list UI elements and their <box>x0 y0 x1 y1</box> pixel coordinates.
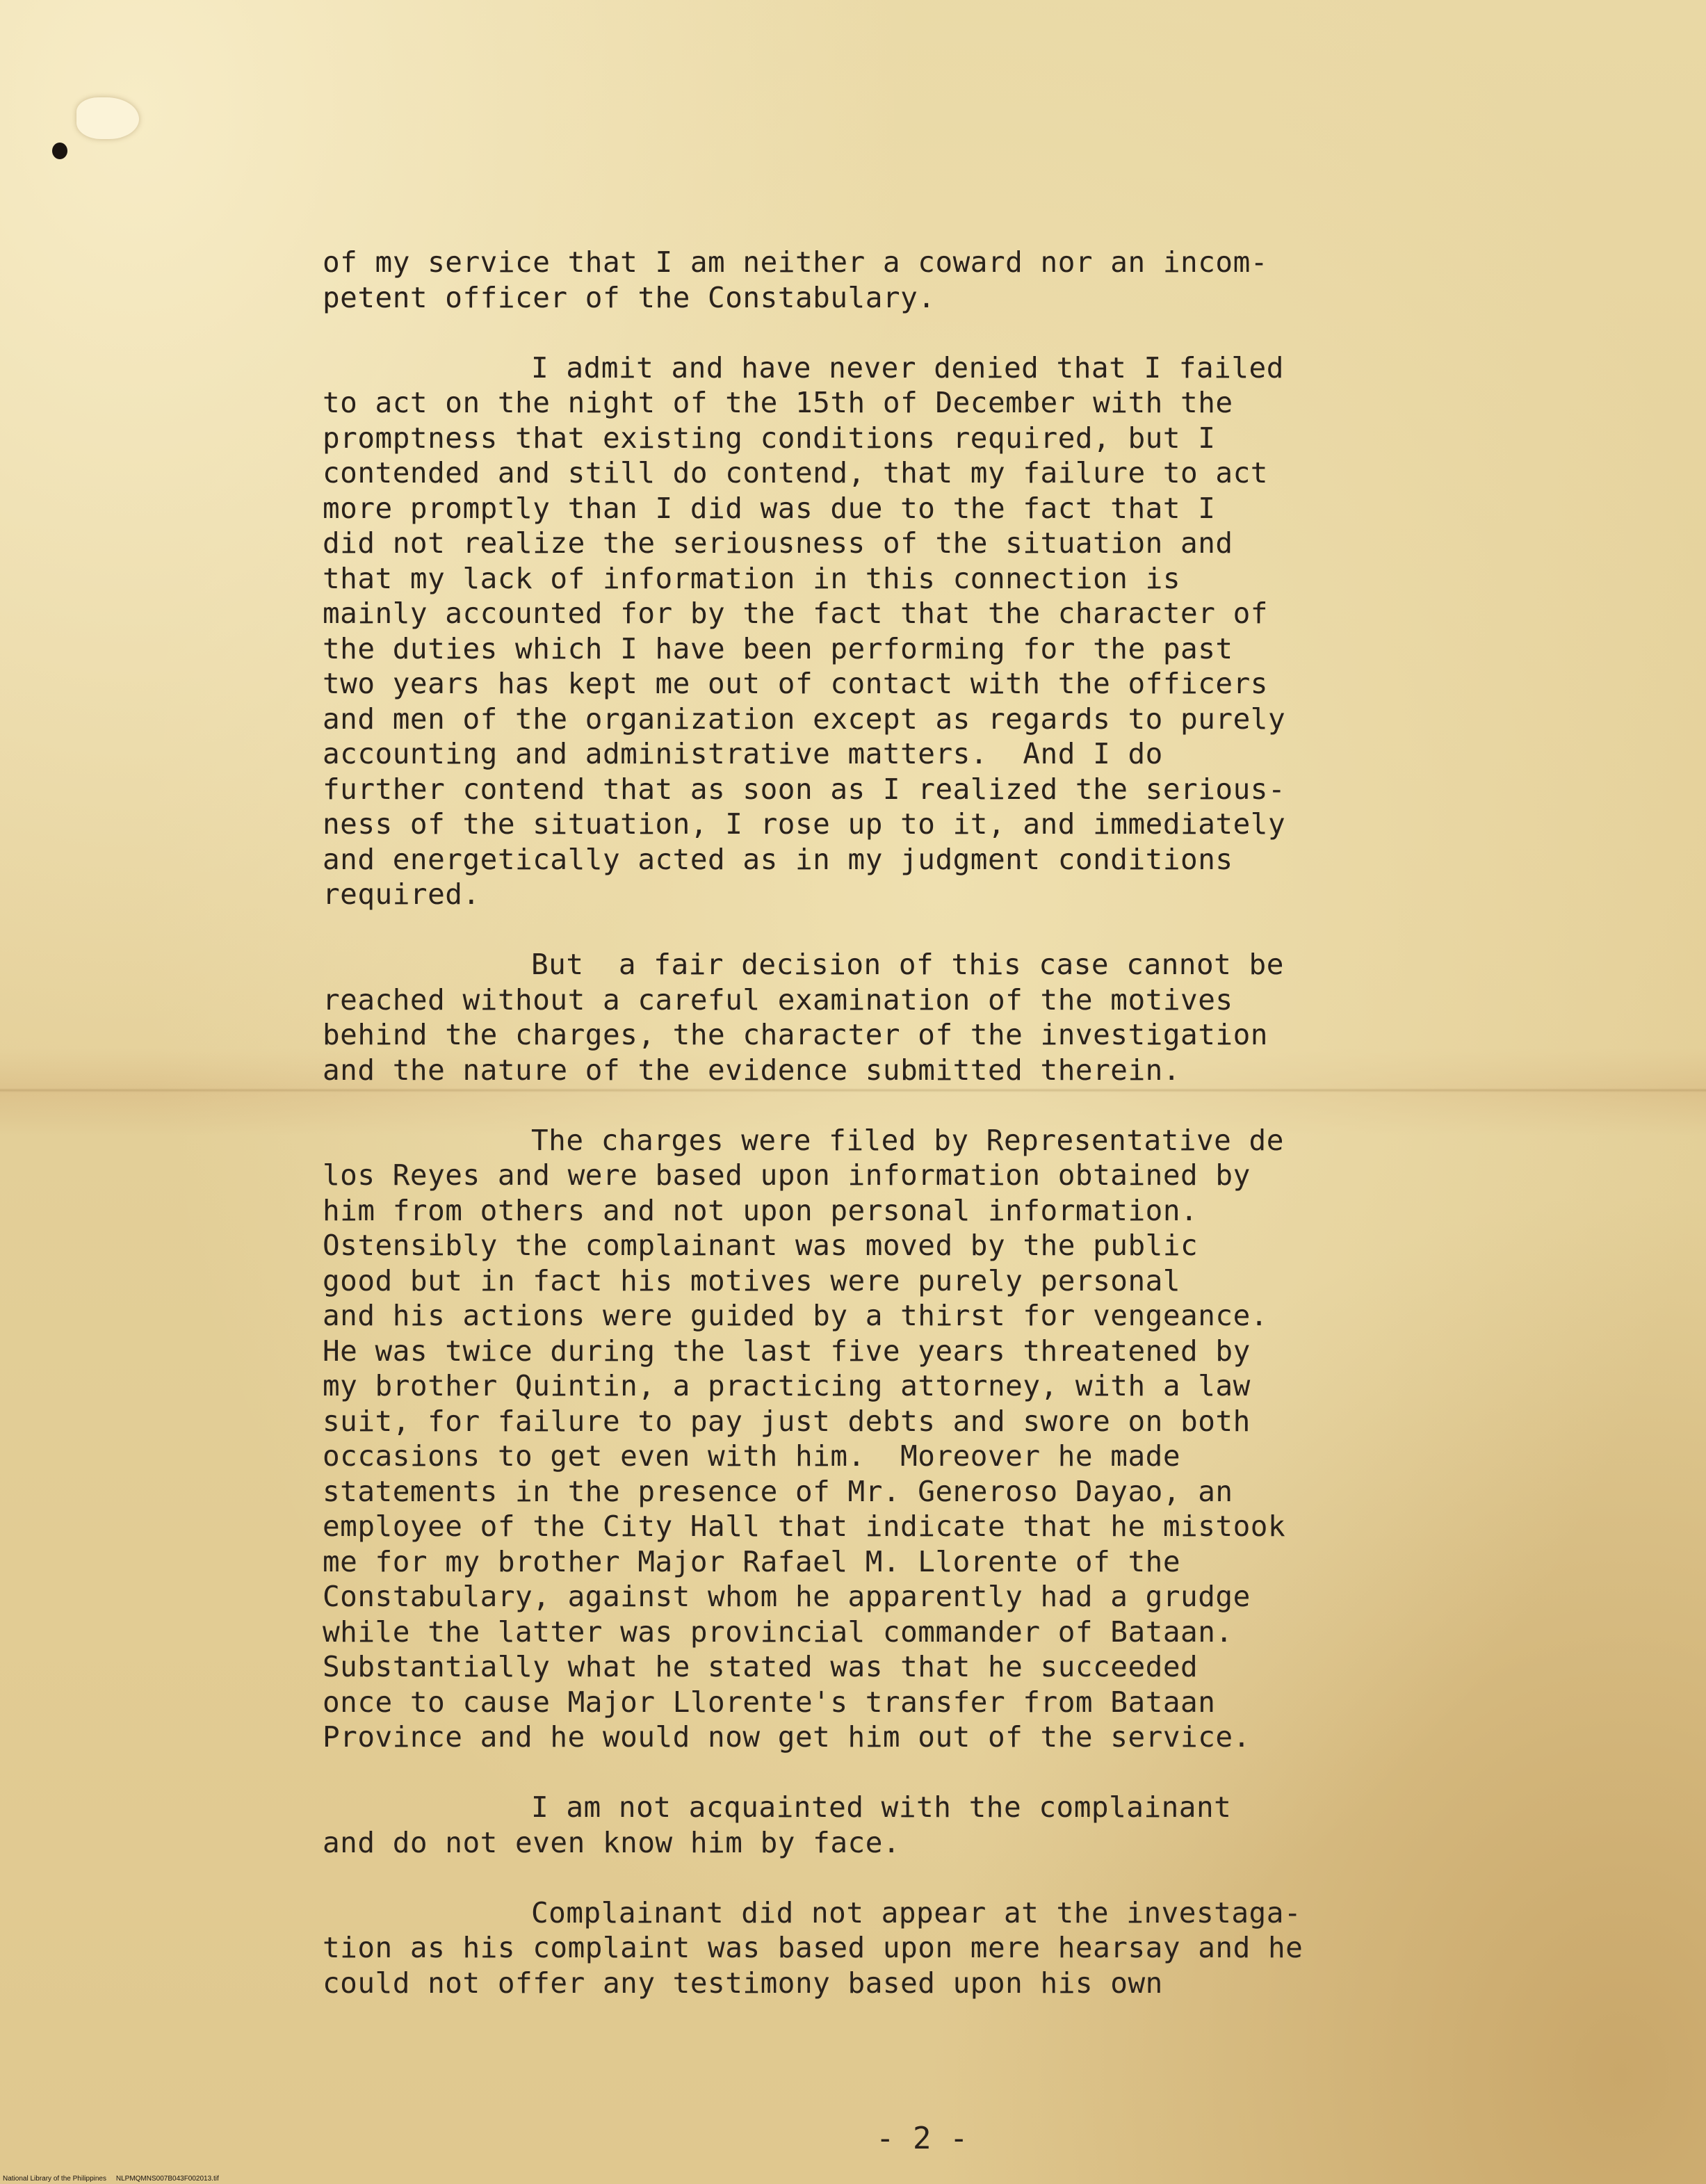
paragraph-4 <box>323 1123 1546 1755</box>
text-line: employee of the City Hall that indicate that he mistook <box>323 1510 1286 1543</box>
text-line: required. <box>323 877 480 911</box>
text-line: Ostensibly the complainant was moved by the public <box>323 1229 1199 1262</box>
text-line: contended and still do contend, that my failure to act <box>323 456 1268 490</box>
text-line: statements in the presence of Mr. Generoso Dayao, an <box>323 1474 1233 1508</box>
text-line: and his actions were guided by a thirst for vengeance. <box>323 1299 1268 1332</box>
text-line: did not realize the seriousness of the situation and <box>323 526 1233 560</box>
paragraph-6 <box>323 1895 1546 2001</box>
text-line: I am not acquainted with the complainant <box>531 1790 1232 1824</box>
text-line: I admit and have never denied that I failed <box>531 350 1284 385</box>
paragraph-1 <box>323 245 1546 315</box>
text-line: more promptly than I did was due to the fact that I <box>323 491 1216 525</box>
text-line: to act on the night of the 15th of December with the <box>323 386 1233 419</box>
text-line: Substantially what he stated was that he succeeded <box>323 1650 1199 1683</box>
paper-tear <box>76 97 139 139</box>
text-line: ness of the situation, I rose up to it, and immediately <box>323 807 1286 841</box>
text-line: good but in fact his motives were purely personal <box>323 1263 1181 1297</box>
text-line: him from others and not upon personal information. <box>323 1193 1199 1227</box>
text-line: But a fair decision of this case cannot be <box>531 948 1284 981</box>
text-line: suit, for failure to pay just debts and swore on both <box>323 1404 1251 1438</box>
text-line: He was twice during the last five years threatened by <box>323 1334 1251 1368</box>
paragraph-3 <box>323 947 1546 1087</box>
letter-body <box>323 245 1546 2036</box>
text-line: and the nature of the evidence submitted therein. <box>323 1053 1181 1087</box>
text-line: promptness that existing conditions required, but I <box>323 421 1216 455</box>
text-line: los Reyes and were based upon information obtained by <box>323 1158 1251 1192</box>
text-line: mainly accounted for by the fact that the character of <box>323 597 1268 630</box>
text-line: Constabulary, against whom he apparently had a grudge <box>323 1580 1251 1613</box>
text-line: could not offer any testimony based upon his own <box>323 1966 1163 2000</box>
text-line: my brother Quintin, a practicing attorney, with a law <box>323 1369 1251 1402</box>
page-number: - 2 - <box>876 2121 968 2156</box>
paragraph-5 <box>323 1790 1546 1860</box>
text-line: behind the charges, the character of the investigation <box>323 1018 1268 1051</box>
text-line: that my lack of information in this connection is <box>323 561 1181 595</box>
text-line: of my service that I am neither a coward nor an incom- <box>323 245 1268 279</box>
text-line: further contend that as soon as I realized the serious- <box>323 772 1286 806</box>
paragraph-2 <box>323 350 1546 912</box>
text-line: and men of the organization except as regards to purely <box>323 702 1286 736</box>
text-line: me for my brother Major Rafael M. Llorente of the <box>323 1544 1181 1578</box>
text-line: the duties which I have been performing for the past <box>323 631 1233 665</box>
text-line: and do not even know him by face. <box>323 1825 901 1859</box>
text-line: reached without a careful examination of the motives <box>323 982 1233 1017</box>
text-line: once to cause Major Llorente's transfer from Bataan <box>323 1685 1216 1719</box>
text-line: tion as his complaint was based upon mere hearsay and he <box>323 1931 1303 1964</box>
text-line: accounting and administrative matters. And I do <box>323 737 1163 770</box>
text-line: petent officer of the Constabulary. <box>323 280 936 314</box>
text-line: and energetically acted as in my judgment conditions <box>323 842 1233 876</box>
text-line: Complainant did not appear at the investaga- <box>531 1895 1302 1930</box>
text-line: while the latter was provincial commander of Bataan. <box>323 1615 1233 1649</box>
text-line: two years has kept me out of contact with the officers <box>323 667 1268 700</box>
text-line: Province and he would now get him out of the service. <box>323 1720 1251 1754</box>
text-line: occasions to get even with him. Moreover he made <box>323 1439 1181 1473</box>
text-line: The charges were filed by Representative de <box>531 1123 1284 1157</box>
archive-caption: National Library of the Philippines NLPMQMNS007B043F002013.tif <box>3 2175 219 2183</box>
punch-hole <box>52 143 67 159</box>
